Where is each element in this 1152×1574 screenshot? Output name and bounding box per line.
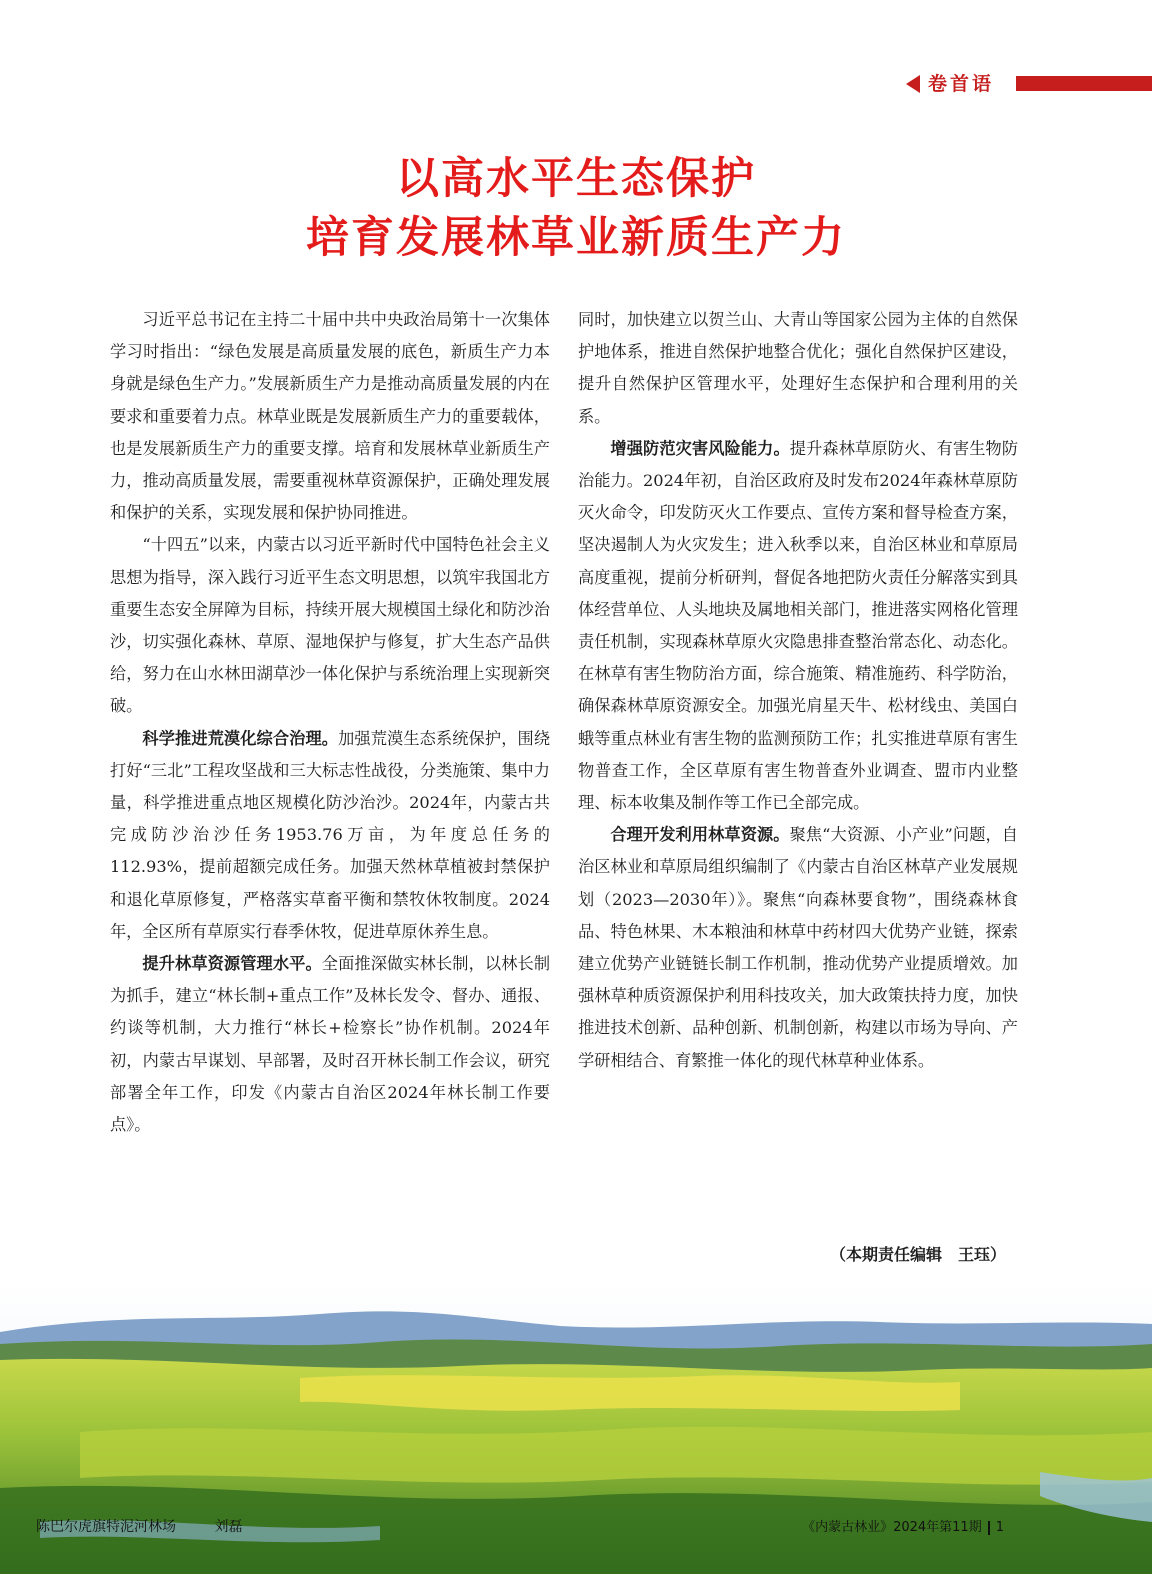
- paragraph-body: 聚焦“大资源、小产业”问题，自治区林业和草原局组织编制了《内蒙古自治区林草产业发展规划（2023—2030年）》。聚焦“向森林要食物”，围绕森林食品、特色林果、木本粮油和林草中药材四大优势产业链，探索建立优势产业链链长制工作机制，推动优势产业提质增效。加强林草种质资源保护利用科技攻关，加大政策扶持力度，加快推进技术创新、品种创新、机制创新，构建以市场为导向、产学研相结合、育繁推一体化的现代林草种业体系。: [578, 825, 1018, 1070]
- left-column: [110, 304, 550, 1141]
- right-column: [578, 304, 1018, 1077]
- folio-divider: [988, 1521, 990, 1535]
- paragraph-lead: 提升林草资源管理水平。: [142, 954, 322, 974]
- paragraph: [578, 819, 1018, 1077]
- section-tag: [906, 68, 1152, 100]
- paragraph: [110, 723, 550, 948]
- paragraph-lead: 合理开发利用林草资源。: [610, 825, 790, 845]
- triangle-left-icon: [906, 75, 920, 93]
- article-title: [0, 150, 1152, 268]
- paragraph: “十四五”以来，内蒙古以习近平新时代中国特色社会主义思想为指导，深入践行习近平生态文明思想，以筑牢我国北方重要生态安全屏障为目标，持续开展大规模国土绿化和防沙治沙，切实强化森林、草原、湿地保护与修复，扩大生态产品供给，努力在山水林田湖草沙一体化保护与系统治理上实现新突破。: [110, 535, 550, 716]
- title-line-1: 以高水平生态保护: [396, 154, 756, 204]
- photo-credit: [36, 1516, 276, 1536]
- photographer: 刘磊: [214, 1519, 243, 1535]
- section-label: 卷首语: [928, 73, 995, 95]
- paragraph: 同时，加快建立以贺兰山、大青山等国家公园为主体的自然保护地体系，推进自然保护地整合优化；强化自然保护区建设，提升自然保护区管理水平，处理好生态保护和合理利用的关系。: [578, 310, 1018, 426]
- paragraph-lead: 科学推进荒漠化综合治理。: [142, 728, 339, 748]
- page-number: 1: [995, 1520, 1004, 1535]
- paragraph: [110, 948, 550, 1141]
- paragraph-body: 全面推深做实林长制，以林长制为抓手，建立“林长制+重点工作”及林长发令、督办、通报、约谈等机制，大力推行“林长+检察长”协作机制。2024年初，内蒙古早谋划、早部署，及时召开林长制工作会议，研究部署全年工作，印发《内蒙古自治区2024年林长制工作要点》。: [110, 954, 551, 1135]
- paragraph: 习近平总书记在主持二十届中共中央政治局第十一次集体学习时指出：“绿色发展是高质量发展的底色，新质生产力本身就是绿色生产力。”发展新质生产力是推动高质量发展的内在要求和重要着力点。林草业既是发展新质生产力的重要载体，也是发展新质生产力的重要支撑。培育和发展林草业新质生产力，推动高质量发展，需要重视林草资源保护，正确处理发展和保护的关系，实现发展和保护协同推进。: [110, 310, 550, 523]
- title-line-2: 培育发展林草业新质生产力: [306, 213, 846, 263]
- paragraph: [578, 433, 1018, 819]
- journal-issue: 《内蒙古林业》2024年第11期: [802, 1520, 982, 1535]
- paragraph-lead: 增强防范灾害风险能力。: [610, 438, 790, 458]
- photo-location: 陈巴尔虎旗特泥河林场: [36, 1519, 176, 1535]
- page-folio: [802, 1516, 1004, 1535]
- section-bar: [1016, 76, 1152, 91]
- paragraph-body: 加强荒漠生态系统保护，围绕打好“三北”工程攻坚战和三大标志性战役，分类施策、集中力量，科学推进重点地区规模化防沙治沙。2024年，内蒙古共完成防沙治沙任务1953.76万亩，为年度总任务的112.93%，提前超额完成任务。加强天然林草植被封禁保护和退化草原修复，严格落实草畜平衡和禁牧休牧制度。2024年，全区所有草原实行春季休牧，促进草原休养生息。: [110, 728, 551, 941]
- editor-credit: （本期责任编辑 王珏）: [829, 1245, 1006, 1264]
- paragraph-body: 提升森林草原防火、有害生物防治能力。2024年初，自治区政府及时发布2024年森林草原防灭火命令，印发防灭火工作要点、宣传方案和督导检查方案，坚决遏制人为火灾发生；进入秋季以来，自治区林业和草原局高度重视，提前分析研判，督促各地把防火责任分解落实到具体经营单位、人头地块及属地相关部门，推进落实网格化管理责任机制，实现森林草原火灾隐患排查整治常态化、动态化。在林草有害生物防治方面，综合施策、精准施药、科学防治，确保森林草原资源安全。加强光肩星天牛、松材线虫、美国白蛾等重点林业有害生物的监测预防工作；扎实推进草原有害生物普查工作，全区草原有害生物普查外业调查、盟市内业整理、标本收集及制作等工作已全部完成。: [578, 438, 1019, 813]
